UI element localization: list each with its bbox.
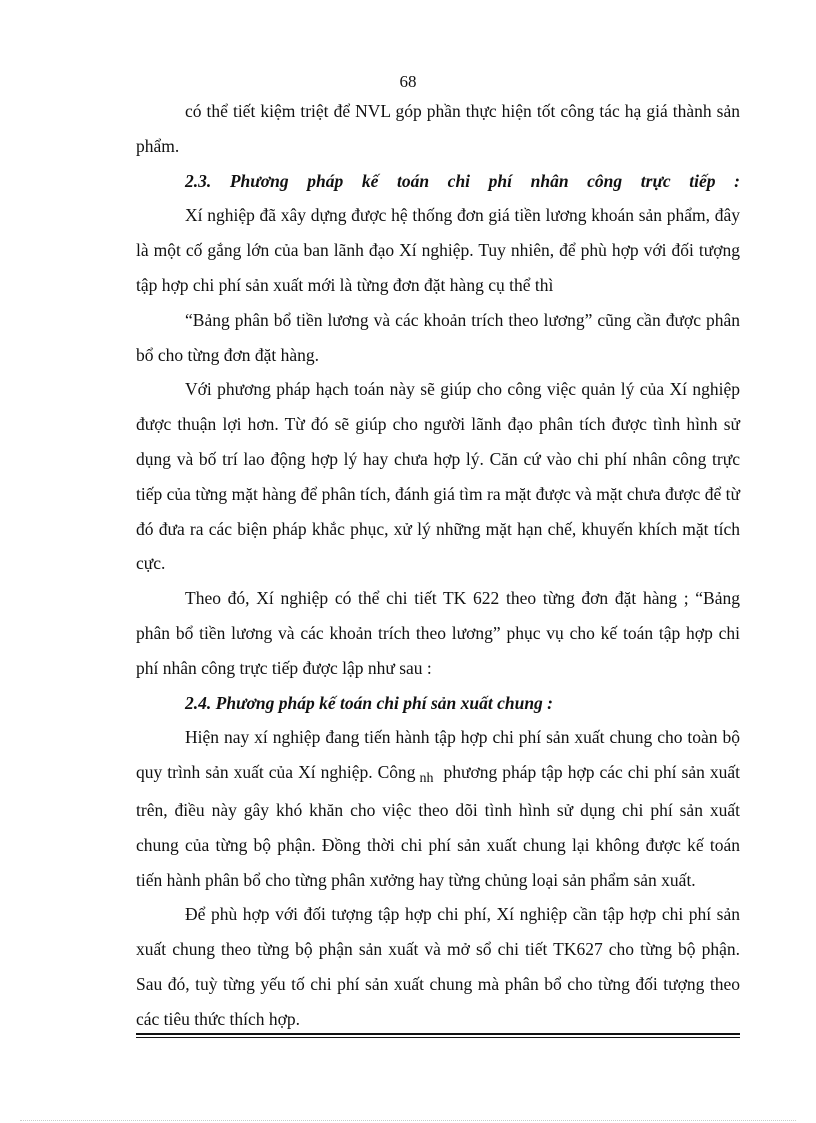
paragraph-tk627-detail: Để phù hợp với đối tượng tập hợp chi phí, Xí nghiệp cần tập hợp chi phí sản xuất chung theo từng bộ phận sản xuất và mở sổ chi tiết TK627 cho từng bộ phận. Sau đó, tuỳ từng yếu tố chi phí sản xuất chung mà phân bổ cho từng đối tượng theo các tiêu thức thích hợp. [136,904,740,1029]
page-bottom-edge [20,1120,796,1121]
paragraph-tk622-detail: Theo đó, Xí nghiệp có thể chi tiết TK 622 theo từng đơn đặt hàng ; “Bảng phân bổ tiền lương và các khoản trích theo lương” phục vụ cho kế toán tập hợp chi phí nhân công trực tiếp được lập như sau : [136,588,740,678]
document-body [136,94,740,1037]
section-heading-2-3: 2.3. Phương pháp kế toán chi phí nhân công trực tiếp : [185,170,740,191]
section-heading-2-4: 2.4. Phương pháp kế toán chi phí sản xuất chung : [185,692,554,713]
paragraph-allocation-table: “Bảng phân bổ tiền lương và các khoản trích theo lương” cũng cần được phân bổ cho từng đơn đặt hàng. [136,309,740,365]
footer-double-rule-bottom [136,1037,740,1038]
paragraph-accounting-method-benefit: Với phương pháp hạch toán này sẽ giúp cho công việc quản lý của Xí nghiệp được thuận lợi hơn. Từ đó sẽ giúp cho người lãnh đạo phân tích được tình hình sử dụng và bố trí lao động hợp lý hay chưa hợp lý. Căn cứ vào chi phí nhân công trực tiếp của từng mặt hàng để phân tích, đánh giá tìm ra mặt được và mặt chưa được để từ đó đưa ra các biện pháp khắc phục, xử lý những mặt hạn chế, khuyến khích mặt tích cực. [136,379,740,574]
footer-double-rule-top [136,1033,740,1035]
paragraph-text-end: phương pháp tập hợp các chi phí sản xuất trên, điều này gây khó khăn cho việc theo dõi tình hình sử dụng chi phí sản xuất chung của từng bộ phận. Đồng thời chi phí sản xuất chung lại không được kế toán tiến hành phân bổ cho từng phân xưởng hay từng chủng loại sản phẩm sản xuất. [136,762,740,890]
paragraph-general-production-cost [136,720,740,897]
paragraph-piece-rate-wage: Xí nghiệp đã xây dựng được hệ thống đơn giá tiền lương khoán sản phẩm, đây là một cố gắng lớn của ban lãnh đạo Xí nghiệp. Tuy nhiên, để phù hợp với đối tượng tập hợp chi phí sản xuất mới là từng đơn đặt hàng cụ thể thì [136,205,740,295]
subscript-fragment: nh [419,771,434,787]
paragraph-continuation: có thể tiết kiệm triệt để NVL góp phần thực hiện tốt công tác hạ giá thành sản phẩm. [136,101,740,156]
page-number: 68 [399,72,417,91]
paragraph-text-start: Hiện nay xí nghiệp đang tiến hành tập hợp chi phí sản xuất chung cho toàn bộ quy trình sản xuất của Xí nghiệp. Công [136,727,740,783]
